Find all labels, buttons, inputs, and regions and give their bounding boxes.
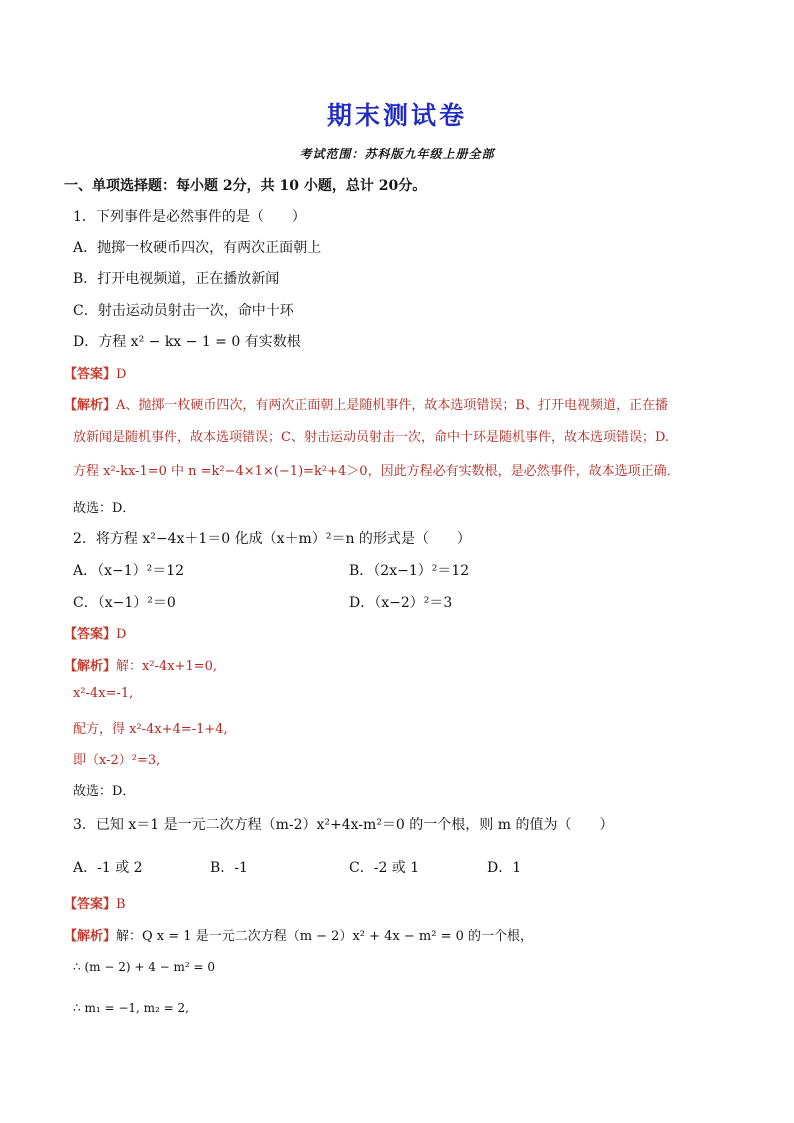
question-1-answer [64,363,126,382]
question-2-option-a: A．（x−1）²＝12 [73,563,185,579]
question-2-explain-step-4: 即（x-2）²=3, [73,753,161,768]
question-2-option-b: B．（2x−1）²＝12 [349,563,470,579]
page-title: 期末测试卷 [326,101,467,130]
explain-tag: 【解析】 [64,929,117,944]
question-1-explain-line-3: 方程 x²-kx-1=0 中 n =k²−4×1×(−1)=k²+4＞0，因此方程必有实数根，是必然事件，故本选项正确． [73,464,680,479]
explain-text: 解：x²-4x+1=0, [116,659,218,674]
question-2-stem: 2．将方程 x²−4x＋1＝0 化成（x＋m）²＝n 的形式是（ ） [73,531,471,547]
question-1-stem: 1．下列事件是必然事件的是（ ） [73,209,306,225]
question-1-option-d: D．方程 x² − kx − 1 = 0 有实数根 [73,334,301,350]
question-2-explain-step-2: x²-4x=-1, [73,686,134,701]
explain-text: 解：Q x = 1 是一元二次方程（m − 2）x² + 4x − m² = 0 的一个根， [116,929,534,944]
question-2-explain-step-1 [64,655,217,674]
answer-value: B [116,897,126,912]
question-2-answer [64,623,126,642]
explain-tag: 【解析】 [64,398,117,413]
question-3-option-d: D．1 [487,860,522,876]
answer-tag: 【答案】 [64,897,117,912]
question-2-option-c: C．（x−1）²＝0 [73,595,176,611]
question-1-explain-line-1 [64,394,668,413]
answer-value: D [116,367,127,382]
section-heading: 一、单项选择题：每小题 2分，共 10 小题，总计 20分。 [64,178,427,194]
explain-tag: 【解析】 [64,659,117,674]
question-3-explain-step-3: ∴ m₁ = −1, m₂ = 2, [73,1001,189,1015]
question-2-option-d: D．（x−2）²＝3 [349,595,453,611]
question-1-option-b: B．打开电视频道，正在播放新闻 [73,271,280,287]
explain-text: A、抛掷一枚硬币四次，有两次正面朝上是随机事件，故本选项错误；B、打开电视频道，正在播 [116,398,668,413]
question-3-explain-step-1 [64,925,533,944]
question-3-answer [64,893,126,912]
question-3-stem: 3．已知 x＝1 是一元二次方程（m-2）x²+4x-m²＝0 的一个根，则 m 的值为（ ） [73,817,614,833]
question-3-option-c: C．-2 或 1 [349,860,420,876]
question-2-explain-step-3: 配方，得 x²-4x+4=-1+4, [73,722,228,737]
answer-tag: 【答案】 [64,627,117,642]
answer-value: D [116,627,127,642]
question-1-option-c: C．射击运动员射击一次，命中十环 [73,303,294,319]
question-2-conclusion: 故选：D． [73,784,136,799]
answer-tag: 【答案】 [64,367,117,382]
question-3-option-b: B．-1 [210,860,248,876]
question-1-option-a: A．抛掷一枚硬币四次，有两次正面朝上 [73,240,322,256]
question-1-explain-line-2: 放新闻是随机事件，故本选项错误；C、射击运动员射击一次，命中十环是随机事件，故本选项错误；D. [73,430,670,445]
question-3-explain-step-2: ∴ (m − 2) + 4 − m² = 0 [73,960,216,974]
question-1-conclusion: 故选：D． [73,501,136,516]
exam-scope: 考试范围：苏科版九年级上册全部 [299,147,495,161]
question-3-option-a: A．-1 或 2 [73,860,143,876]
